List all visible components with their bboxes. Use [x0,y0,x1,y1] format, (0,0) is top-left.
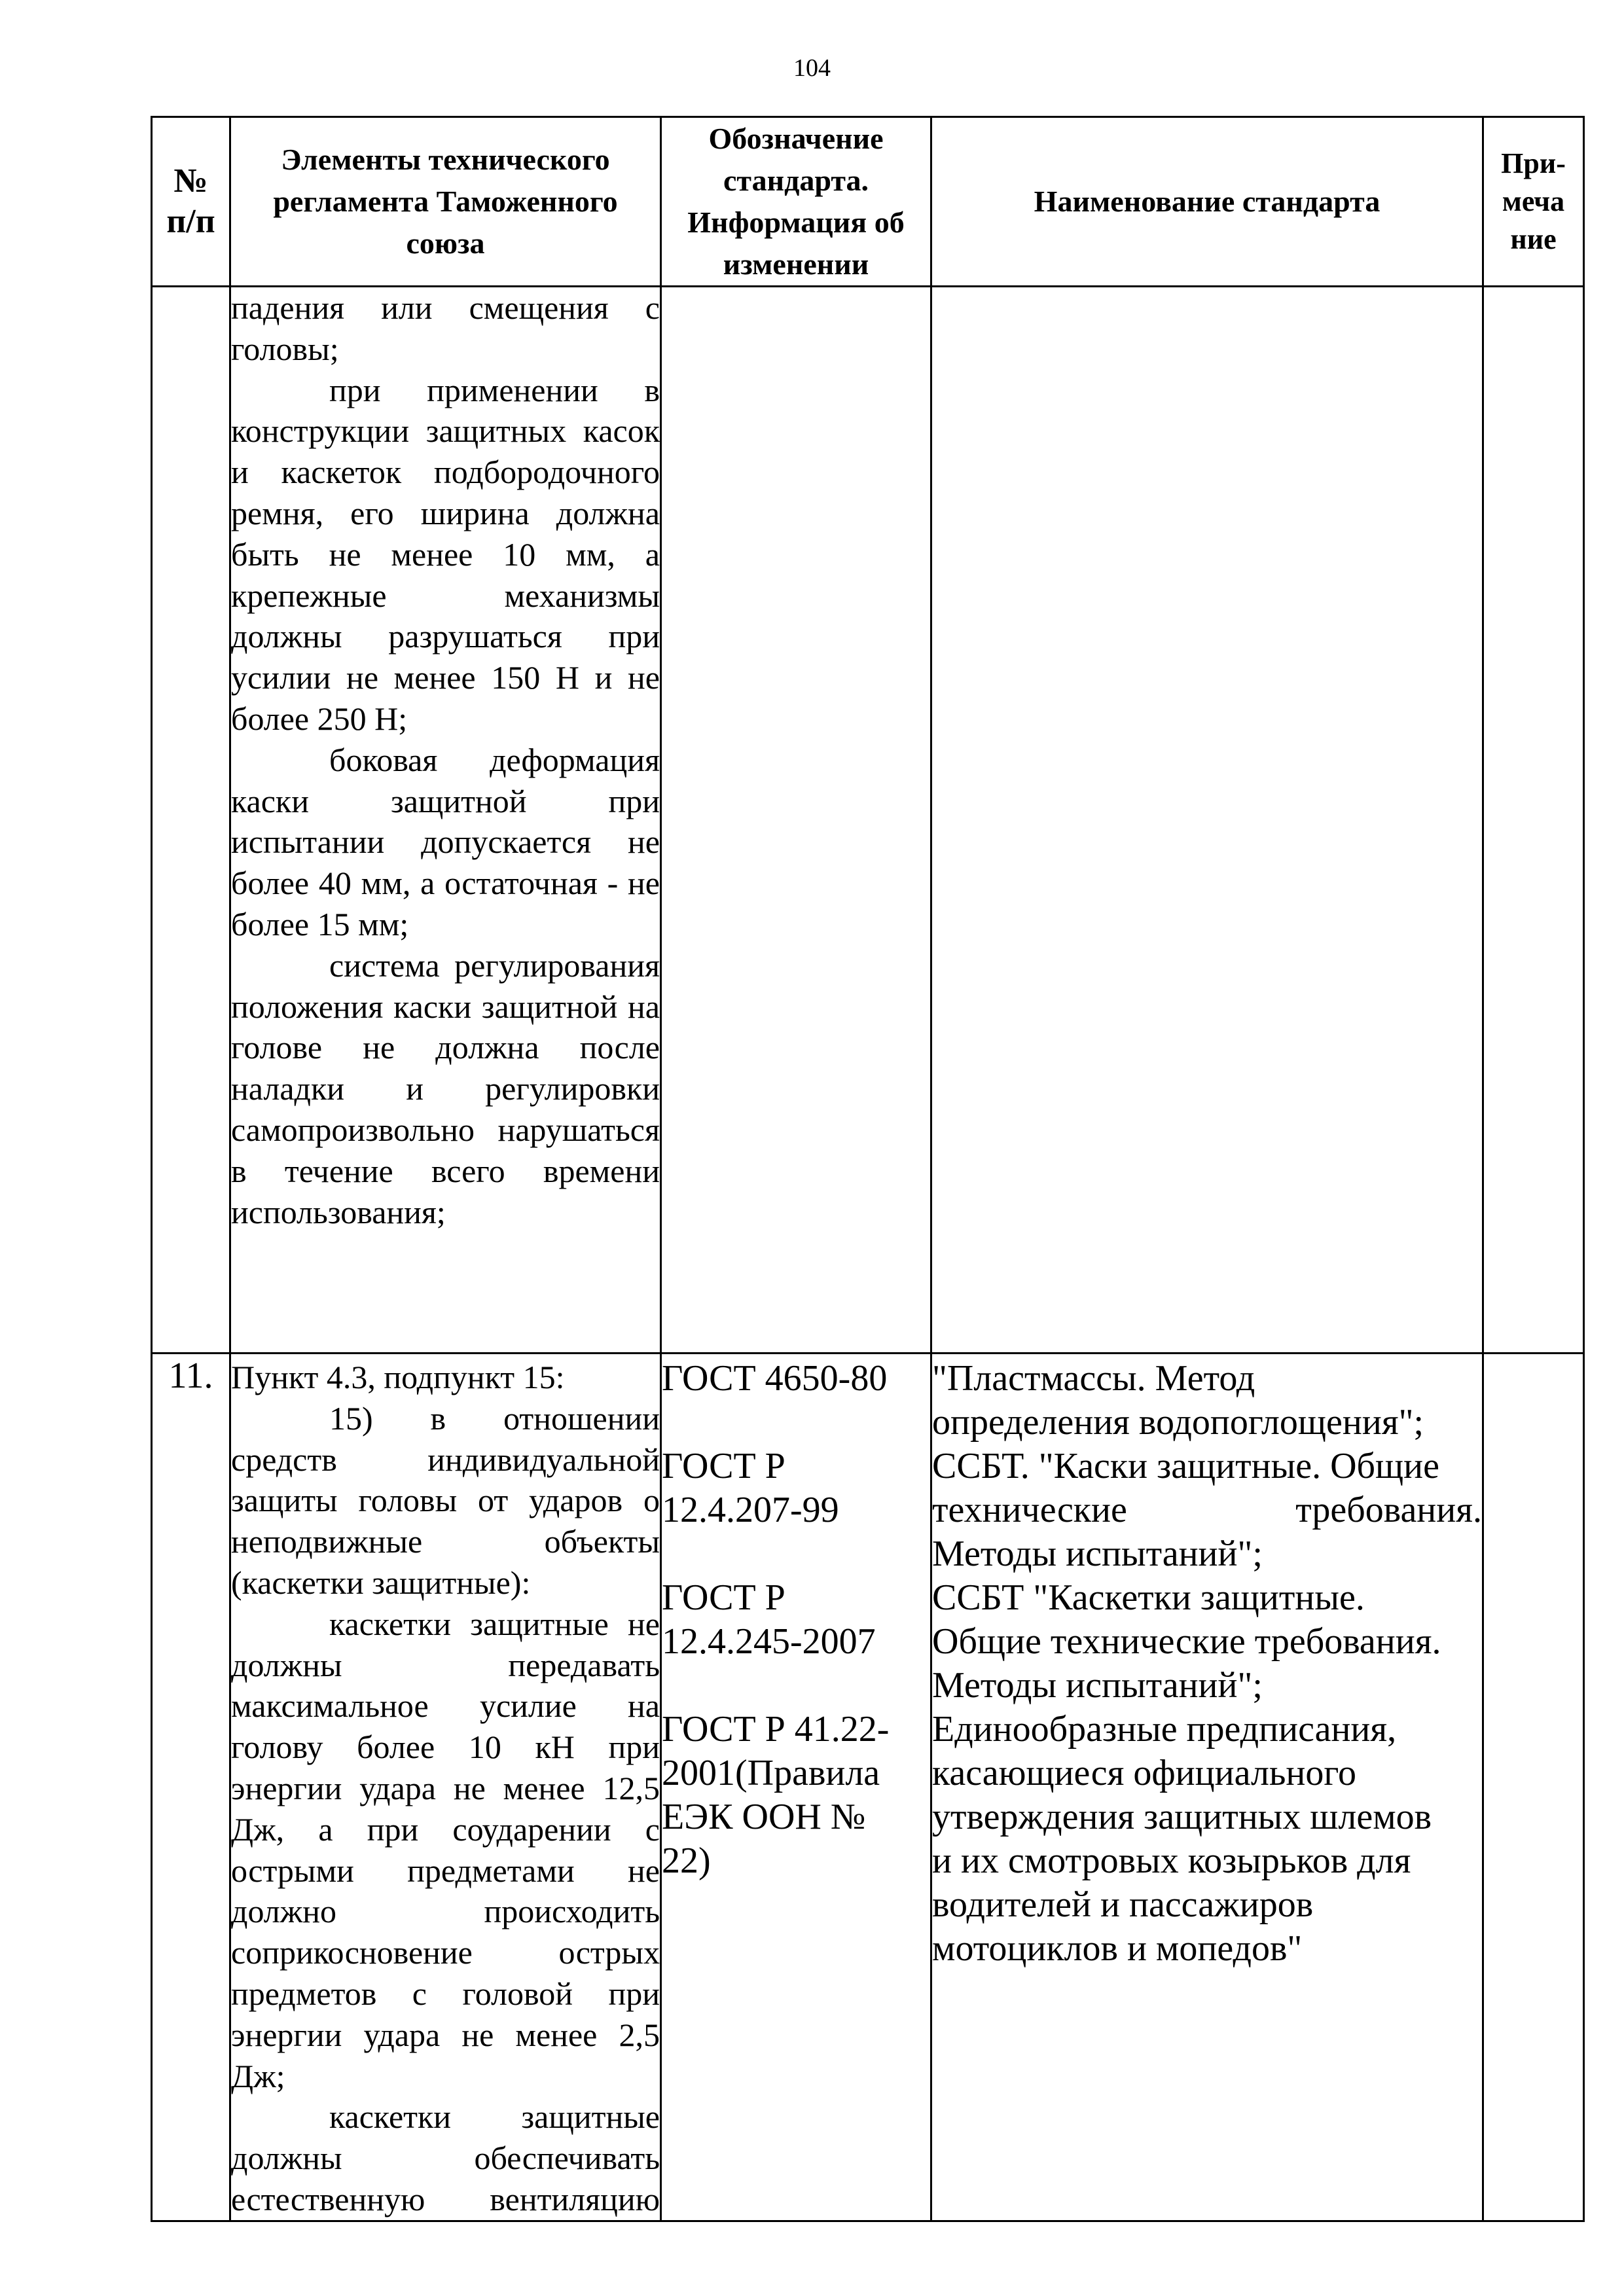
elements-paragraph: каскетки защитные должны обеспечивать естественную вентиляцию [231,2098,660,2217]
name-line: технические требования. [932,1490,1482,1530]
elements-paragraph: 15) в отношении средств индивидуальной защиты головы от ударов о неподвижные объекты (каскетки защитные): [231,1399,660,1601]
row-elements-cell [230,1354,661,2221]
header-note [1483,117,1584,287]
row-note-cell [1483,287,1584,1354]
designation-line: 12.4.245-2007 [662,1621,876,1662]
header-note-line-1: При- [1501,147,1566,179]
name-line: ССБТ. "Каски защитные. Общие [932,1446,1439,1486]
row-designation-cell [661,1354,931,2221]
name-line: утверждения защитных шлемов [932,1797,1432,1837]
designation-line: ГОСТ 4650-80 [662,1358,888,1399]
name-line: водителей и пассажиров [932,1884,1314,1925]
header-note-line-3: ние [1510,223,1557,255]
designation-line: ГОСТ Р [662,1577,785,1618]
designation-line: 12.4.207-99 [662,1490,839,1530]
name-line: касающиеся официального [932,1753,1356,1793]
name-line: Методы испытаний"; [932,1665,1263,1706]
name-line: "Пластмассы. Метод [932,1358,1255,1399]
designation-line: ГОСТ Р [662,1446,785,1486]
header-num-symbol: № [173,162,208,200]
header-note-line-2: меча [1502,185,1565,217]
designation-line: 2001(Правила [662,1753,880,1793]
elements-paragraph: при применении в конструкции защитных касок и каскеток подбородочного ремня, его ширина должна быть не менее 10 мм, а крепежные механизмы должны разрушаться при усилии не менее 150 Н и не более 250 Н; [231,371,660,737]
name-line: мотоциклов и мопедов" [932,1928,1303,1969]
elements-paragraph: каскетки защитные не должны передавать максимальное усилие на голову более 10 кН при энергии удара не менее 12,5 Дж, а при соударении с острыми предметами не должно происходить соприкосновение острых предметов с головой при энергии удара не менее 2,5 Дж; [231,1605,660,2094]
elements-paragraph: боковая деформация каски защитной при испытании допускается не более 40 мм, а остаточная - не более 15 мм; [231,741,660,942]
table-header-row [152,117,1584,287]
name-line: Единообразные предписания, [932,1709,1397,1749]
header-num-text: п/п [166,203,215,240]
row-note-cell [1483,1354,1584,2221]
header-elements: Элементы технического регламента Таможенного союза [230,117,661,287]
header-name: Наименование стандарта [931,117,1483,287]
page-number: 104 [793,54,831,82]
table-row [152,287,1584,1354]
header-num [152,117,230,287]
row-elements-cell [230,287,661,1354]
table-row [152,1354,1584,2221]
name-line: Методы испытаний"; [932,1534,1263,1574]
standards-table [151,116,1585,2222]
elements-paragraph: система регулирования положения каски защитной на голове не должна после наладки и регулировки самопроизвольно нарушаться в течение всего времени использования; [231,946,660,1230]
designation-line: ГОСТ Р 41.22- [662,1709,890,1749]
header-designation: Обозначение стандарта. Информация об изменении [661,117,931,287]
name-line: ССБТ "Каскетки защитные. [932,1577,1365,1618]
row-designation-cell [661,287,931,1354]
name-line: Общие технические требования. [932,1621,1441,1662]
name-line: определения водопоглощения"; [932,1402,1424,1443]
elements-paragraph: падения или смещения с головы; [231,289,660,367]
name-line: и их смотровых козырьков для [932,1840,1411,1881]
designation-line: 22) [662,1840,711,1881]
row-name-cell [931,287,1483,1354]
designation-line: ЕЭК ООН № [662,1797,866,1837]
row-num-cell: 11. [152,1354,230,2221]
row-num-cell [152,287,230,1354]
row-name-cell [931,1354,1483,2221]
elements-paragraph: Пункт 4.3, подпункт 15: [231,1359,565,1395]
